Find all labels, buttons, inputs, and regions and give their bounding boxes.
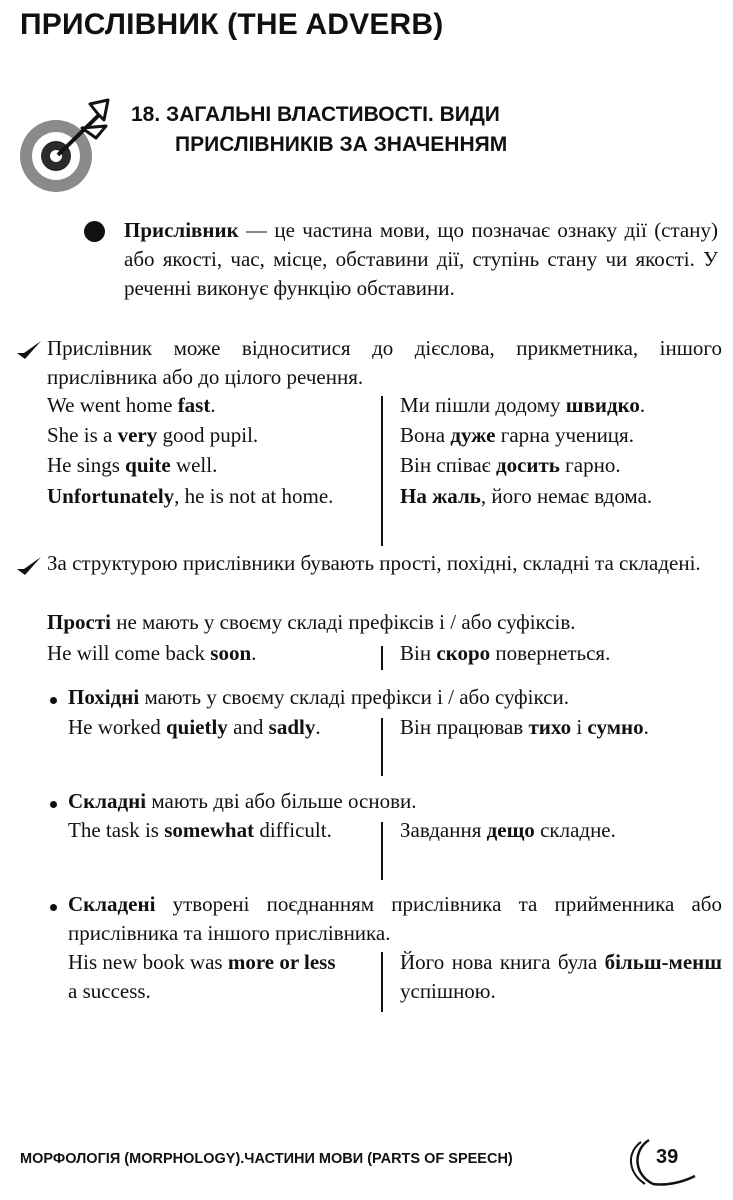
column-divider	[381, 952, 383, 1012]
example-en: His new book was more or less a success.	[68, 950, 336, 1003]
note-relations: Прислівник може відноситися до дієслова, прикметника, іншого прислівника або до цілого речення.	[47, 336, 722, 389]
definition-text: — це частина мови, що позначає ознаку дії (стану) або якості, час, місце, обставини дії, ступінь стану чи якості. У реченні виконує функцію обставини.	[124, 218, 718, 300]
column-divider	[381, 822, 383, 880]
section-heading	[131, 100, 507, 160]
example-uk: Ми пішли додому швидко.	[400, 393, 646, 417]
target-arrow-icon	[12, 98, 124, 198]
compound-adverbs: Складні мають дві або більше основи.	[68, 789, 417, 813]
composite-adverbs: Складені утворені поєднанням прислівника та прийменника або прислівника та іншого прислівника.	[68, 892, 722, 945]
definition-paragraph	[124, 216, 718, 303]
example-en: Unfortunately, he is not at home.	[47, 484, 334, 508]
page-number: 39	[656, 1146, 679, 1168]
example-uk: Вона дуже гарна учениця.	[400, 423, 634, 447]
example-en: The task is somewhat difficult.	[68, 818, 332, 842]
column-divider	[381, 646, 383, 670]
simple-adverbs: Прості не мають у своєму складі префіксів і / або суфіксів.	[47, 610, 576, 634]
example-en: He sings quite well.	[47, 453, 218, 477]
derived-term: Похідні	[68, 685, 140, 709]
example-en: She is a very good pupil.	[47, 423, 259, 447]
checkmark-icon	[16, 555, 42, 579]
definition-term: Прислівник	[124, 218, 239, 242]
column-divider	[381, 718, 383, 776]
example-uk: Його нова книга була більш-менш успішною.	[400, 950, 722, 1003]
simple-term: Прості	[47, 610, 111, 634]
example-en: He worked quietly and sadly.	[68, 715, 321, 739]
composite-term: Складені	[68, 892, 156, 916]
checkmark-icon	[16, 339, 42, 363]
example-en: He will come back soon.	[47, 641, 257, 665]
bullet-icon	[50, 801, 57, 808]
section-number: 18.	[131, 103, 161, 126]
note-structure: За структурою прислівники бувають прості, похідні, складні та складені.	[47, 551, 701, 575]
bullet-icon	[50, 697, 57, 704]
footer-running-title: МОРФОЛОГІЯ (MORPHOLOGY).ЧАСТИНИ МОВИ (PARTS OF SPEECH)	[20, 1151, 513, 1167]
example-uk: На жаль, його немає вдома.	[400, 484, 653, 508]
section-title-line1: ЗАГАЛЬНІ ВЛАСТИВОСТІ. ВИДИ	[166, 103, 500, 126]
compound-term: Складні	[68, 789, 147, 813]
page-title: ПРИСЛІВНИК (THE ADVERB)	[20, 8, 444, 41]
bullet-icon	[50, 904, 57, 911]
column-divider	[381, 396, 383, 546]
definition-bullet-icon	[84, 221, 105, 242]
example-en: We went home fast.	[47, 393, 216, 417]
example-uk: Він працював тихо і сумно.	[400, 715, 649, 739]
example-uk: Завдання дещо складне.	[400, 818, 616, 842]
section-title-line2: ПРИСЛІВНИКІВ ЗА ЗНАЧЕННЯМ	[175, 133, 508, 156]
example-uk: Він співає досить гарно.	[400, 453, 621, 477]
example-uk: Він скоро повернеться.	[400, 641, 611, 665]
derived-adverbs: Похідні мають у своєму складі префікси і / або суфікси.	[68, 685, 569, 709]
